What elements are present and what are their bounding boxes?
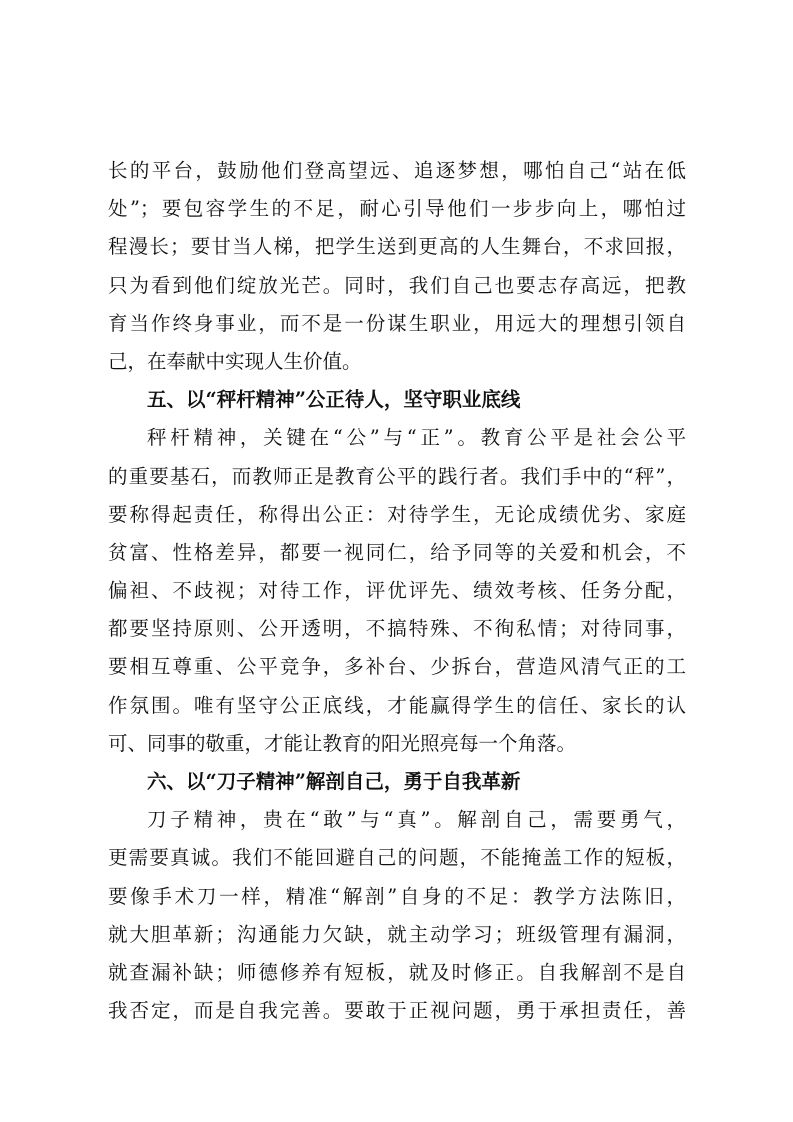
- text-line: 秤杆精神，关键在“公”与“正”。教育公平是社会公平: [147, 426, 686, 450]
- paragraph-3: [108, 801, 686, 1030]
- text-line: 的重要基石，而教师正是教育公平的践行者。我们手中的“秤”，: [108, 464, 686, 488]
- text-line: 更需要真诚。我们不能回避自己的问题，不能掩盖工作的短板，: [108, 846, 686, 870]
- document-body: [108, 152, 686, 1030]
- text-line: 程漫长；要甘当人梯，把学生送到更高的人生舞台，不求回报，: [108, 235, 686, 259]
- text-line: 处”；要包容学生的不足，耐心引导他们一步步向上，哪怕过: [108, 197, 686, 221]
- text-line: 刀子精神，贵在“敢”与“真”。解剖自己，需要勇气，: [147, 808, 686, 832]
- text-line: 要称得起责任，称得出公正：对待学生，无论成绩优劣、家庭: [108, 502, 686, 526]
- paragraph-2: [108, 419, 686, 763]
- text-line: 我否定，而是自我完善。要敢于正视问题，勇于承担责任，善: [108, 999, 686, 1023]
- text-line: 育当作终身事业，而不是一份谋生职业，用远大的理想引领自: [108, 311, 686, 335]
- section-heading-6: 六、以“刀子精神”解剖自己，勇于自我革新: [147, 770, 521, 793]
- text-line: 就查漏补缺；师德修养有短板，就及时修正。自我解剖不是自: [108, 960, 686, 984]
- text-line: 都要坚持原则、公开透明，不搞特殊、不徇私情；对待同事，: [108, 617, 686, 641]
- text-line: 偏袒、不歧视；对待工作，评优评先、绩效考核、任务分配，: [108, 579, 686, 603]
- text-line: 只为看到他们绽放光芒。同时，我们自己也要志存高远，把教: [108, 273, 686, 297]
- text-line: 就大胆革新；沟通能力欠缺，就主动学习；班级管理有漏洞，: [108, 922, 686, 946]
- text-line: 长的平台，鼓励他们登高望远、追逐梦想，哪怕自己“站在低: [108, 159, 686, 182]
- text-line: 作氛围。唯有坚守公正底线，才能赢得学生的信任、家长的认: [108, 693, 686, 717]
- section-heading-5: 五、以“秤杆精神”公正待人，坚守职业底线: [147, 388, 521, 412]
- text-line: 贫富、性格差异，都要一视同仁，给予同等的关爱和机会，不: [108, 540, 686, 564]
- text-line: 可、同事的敬重，才能让教育的阳光照亮每一个角落。: [108, 731, 577, 755]
- text-line: 要像手术刀一样，精准“解剖”自身的不足：教学方法陈旧，: [108, 884, 686, 908]
- text-line: 己，在奉献中实现人生价值。: [108, 349, 362, 373]
- paragraph-1: [108, 152, 686, 381]
- text-line: 要相互尊重、公平竞争，多补台、少拆台，营造风清气正的工: [108, 655, 686, 679]
